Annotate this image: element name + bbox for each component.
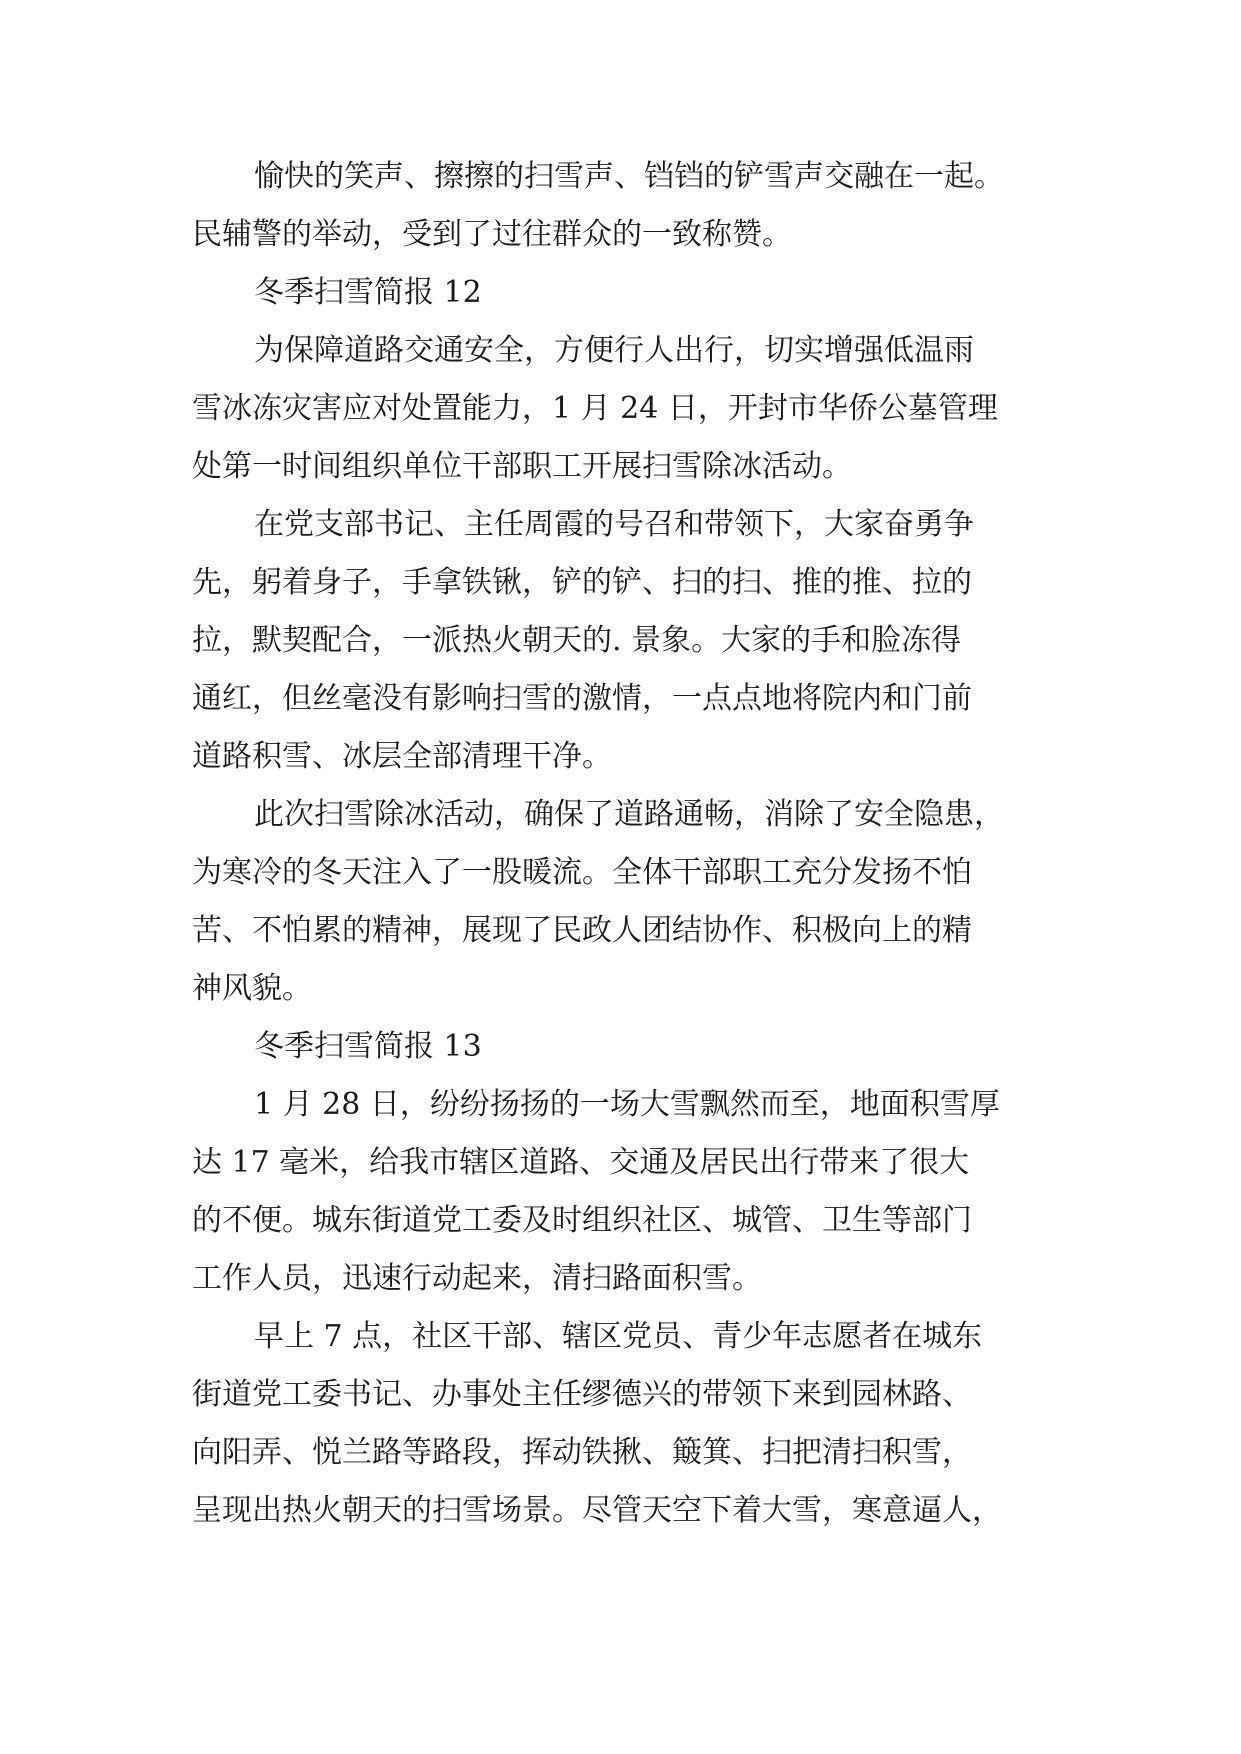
paragraph-line: 通红，但丝毫没有影响扫雪的激情，一点点地将院内和门前 xyxy=(192,681,972,716)
section-heading: 冬季扫雪简报 13 xyxy=(254,1029,482,1064)
paragraph-line: 此次扫雪除冰活动，确保了道路通畅，消除了安全隐患， xyxy=(254,797,1004,832)
paragraph-line: 神风貌。 xyxy=(192,971,312,1006)
paragraph-line: 的不便。城东街道党工委及时组织社区、城管、卫生等部门 xyxy=(192,1203,972,1238)
paragraph-line: 苦、不怕累的精神，展现了民政人团结协作、积极向上的精 xyxy=(192,913,972,948)
paragraph-line: 达 17 毫米，给我市辖区道路、交通及居民出行带来了很大 xyxy=(192,1145,970,1180)
paragraph-line: 拉，默契配合，一派热火朝天的. 景象。大家的手和脸冻得 xyxy=(192,623,962,658)
paragraph-line: 早上 7 点，社区干部、辖区党员、青少年志愿者在城东 xyxy=(254,1319,983,1354)
paragraph-line: 工作人员，迅速行动起来，清扫路面积雪。 xyxy=(192,1261,762,1296)
paragraph-line: 雪冰冻灾害应对处置能力，1 月 24 日，开封市华侨公墓管理 xyxy=(192,391,998,426)
paragraph-line: 在党支部书记、主任周霞的号召和带领下，大家奋勇争 xyxy=(254,507,974,542)
paragraph-line: 民辅警的举动，受到了过往群众的一致称赞。 xyxy=(192,217,792,252)
document-page xyxy=(192,148,1062,1540)
section-heading: 冬季扫雪简报 12 xyxy=(254,275,482,310)
paragraph-line: 愉快的笑声、擦擦的扫雪声、铛铛的铲雪声交融在一起。 xyxy=(254,159,1004,194)
paragraph-line: 呈现出热火朝天的扫雪场景。尽管天空下着大雪，寒意逼人， xyxy=(192,1493,1002,1528)
paragraph-line: 街道党工委书记、办事处主任缪德兴的带领下来到园林路、 xyxy=(192,1377,972,1412)
paragraph-line: 先，躬着身子，手拿铁锹，铲的铲、扫的扫、推的推、拉的 xyxy=(192,565,972,600)
paragraph-line: 道路积雪、冰层全部清理干净。 xyxy=(192,739,612,774)
paragraph-line: 为保障道路交通安全，方便行人出行，切实增强低温雨 xyxy=(254,333,974,368)
paragraph-line: 为寒冷的冬天注入了一股暖流。全体干部职工充分发扬不怕 xyxy=(192,855,972,890)
paragraph-line: 处第一时间组织单位干部职工开展扫雪除冰活动。 xyxy=(192,449,852,484)
paragraph-line: 1 月 28 日，纷纷扬扬的一场大雪飘然而至，地面积雪厚 xyxy=(254,1087,1000,1122)
paragraph-line: 向阳弄、悦兰路等路段，挥动铁揪、簸箕、扫把清扫积雪， xyxy=(192,1435,972,1470)
